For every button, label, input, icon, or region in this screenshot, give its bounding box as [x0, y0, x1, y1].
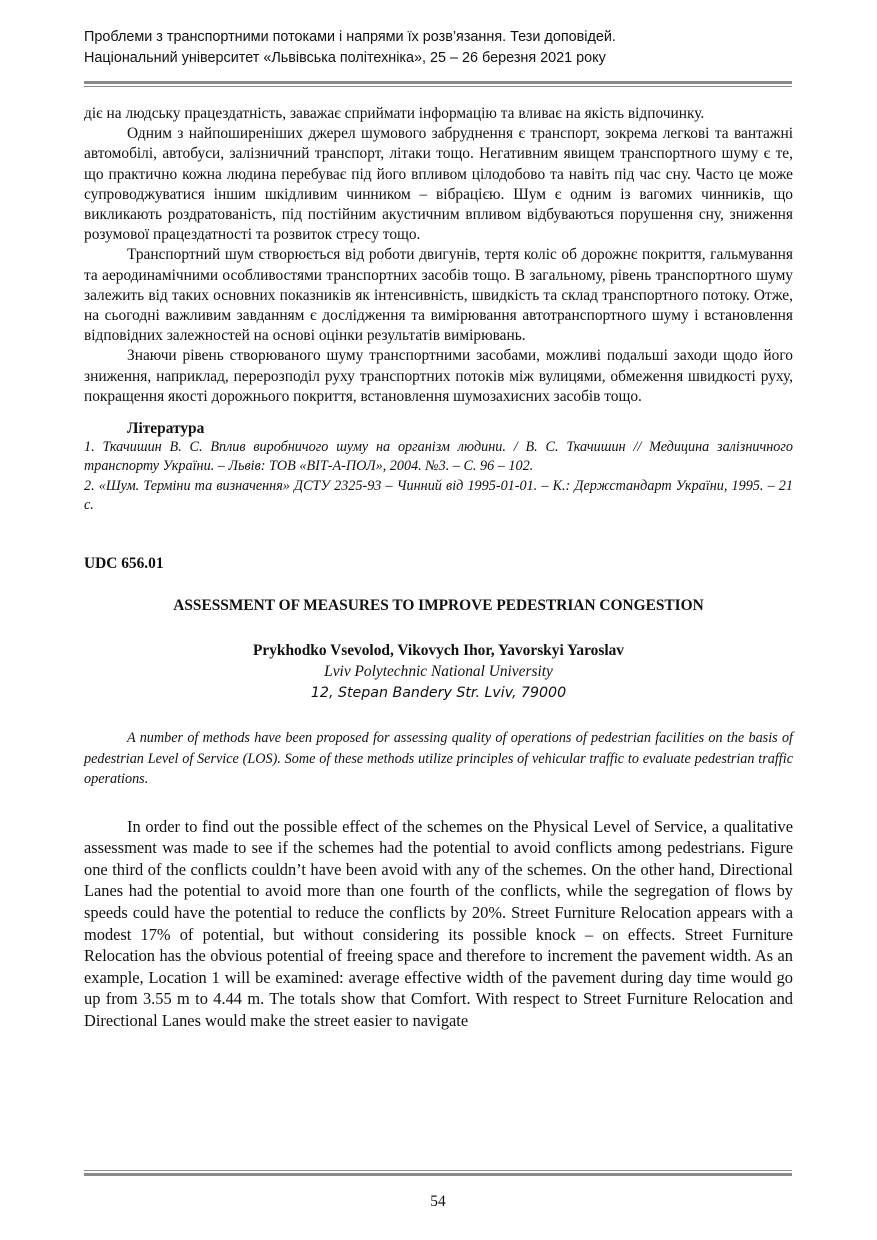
footer-divider	[84, 1170, 792, 1176]
header-line-1: Проблеми з транспортними потоками і напрями їх розв’язання. Тези доповідей.	[84, 29, 616, 45]
paragraph: Транспортний шум створюється від роботи двигунів, тертя коліс об дорожнє покриття, гальмування та аеродинамічними особливостями транспортних засобів тощо. В загальному, рівень транспортного шуму залежить від таких основних показників як інтенсивність, швидкість та склад транспортного потоку. Отже, на сьогодні важливим завданням є дослідження та вимірювання автотранспортного шуму і встановлення відповідних залежностей на основі оцінки результатів вимірювань.	[84, 246, 793, 345]
paragraph: Одним з найпоширеніших джерел шумового забруднення є транспорт, зокрема легкові та вантажні автомобілі, автобуси, залізничний транспорт, літаки тощо. Негативним явищем транспортного шуму є те, що практично кожна людина перебуває під його впливом цілодобово та навіть під час сну. Часто це може супроводжуватися іншим шкідливим чинником – вібрацією. Шум є одним із вагомих чинників, що викликають роздратованість, під постійним акустичним впливом відбуваються порушення сну, зниження розумової працездатності та розвиток стресу тощо.	[84, 125, 793, 244]
literature-heading: Література	[127, 420, 205, 438]
article-address: 12, Stepan Bandery Str. Lviv, 79000	[310, 685, 567, 702]
reference-item: 2. «Шум. Терміни та визначення» ДСТУ 2325-93 – Чинний від 1995-01-01. – К.: Держстандарт України, 1995. – 21 с.	[84, 477, 793, 514]
running-header	[84, 27, 794, 69]
article-affiliation: Lviv Polytechnic National University	[324, 663, 553, 681]
article-title: ASSESSMENT OF MEASURES TO IMPROVE PEDESTRIAN CONGESTION	[173, 596, 704, 614]
header-line-2: Національний університет «Львівська політехніка», 25 – 26 березня 2021 року	[84, 50, 606, 66]
article-authors: Prykhodko Vsevolod, Vikovych Ihor, Yavorskyi Yaroslav	[252, 642, 625, 660]
page-content	[84, 104, 793, 1032]
article-abstract: A number of methods have been proposed for assessing quality of operations of pedestrian facilities on the basis of pedestrian Level of Service (LOS). Some of these methods utilize principles of vehicular traffic to evaluate pedestrian traffic operations.	[84, 730, 793, 788]
paragraph-continuation: діє на людську працездатність, заважає сприймати інформацію та вливає на якість відпочинку.	[84, 105, 705, 122]
page-number: 54	[430, 1193, 446, 1210]
reference-item: 1. Ткачишин В. С. Вплив виробничого шуму на організм людини. / В. С. Ткачишин // Медицина залізничного транспорту України. – Львів: ТОВ «ВІТ-А-ПОЛ», 2004. №3. – С. 96 – 102.	[84, 439, 793, 475]
udc-code: UDC 656.01	[84, 554, 164, 572]
paragraph: Знаючи рівень створюваного шуму транспортними засобами, можливі подальші заходи щодо його зниження, наприклад, перерозподіл руху транспортних потоків між вулицями, обмеження швидкості руху, покращення якості дорожнього покриття, встановлення шумозахисних засобів тощо.	[84, 347, 793, 405]
article-body: In order to find out the possible effect of the schemes on the Physical Level of Service, a qualitative assessment was made to see if the schemes had the potential to avoid conflicts among pedestrians. Figure one third of the conflicts couldn’t have been avoid with any of the schemes. On the other hand, Directional Lanes had the potential to avoid more than one fourth of the conflicts, while the segregation of flows by speeds could have the potential to reduce the conflicts by 20%. Street Furniture Relocation appears with a modest 17% of potential, but without considering its possible knock – on effects. Street Furniture Relocation has the obvious potential of freeing space and therefore to increment the pavement width. As an example, Location 1 will be examined: average effective width of the pavement during day time would go up from 3.55 m to 4.44 m. The totals show that Comfort. With respect to Street Furniture Relocation and Directional Lanes would make the street easier to navigate	[84, 816, 793, 1030]
header-divider	[84, 81, 792, 87]
